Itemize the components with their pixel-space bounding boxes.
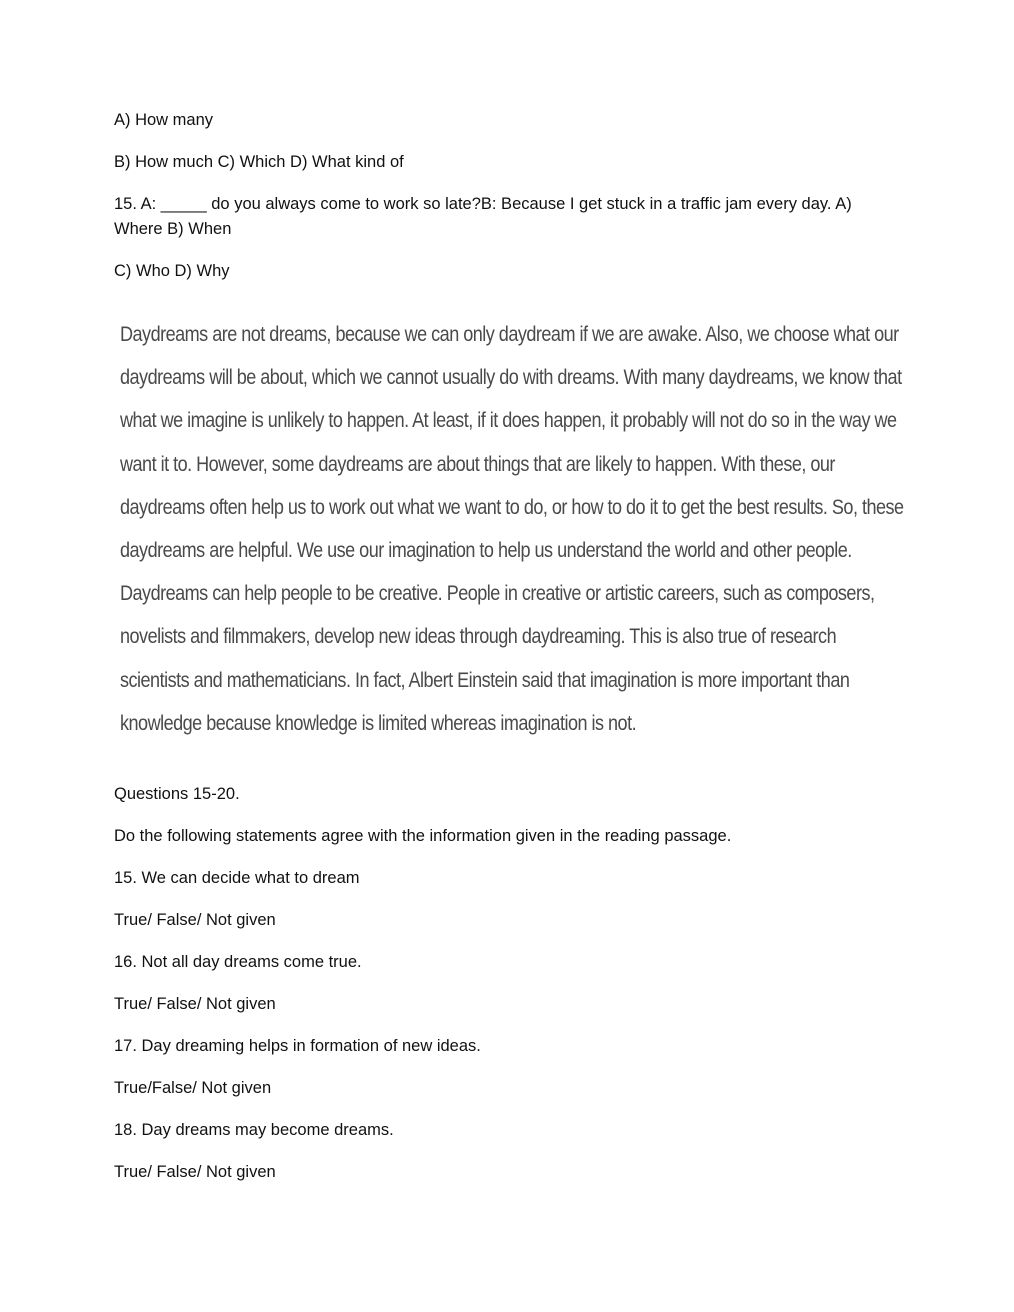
question-15-grammar-options-2: C) Who D) Why bbox=[114, 262, 230, 280]
question-choices: True/ False/ Not given bbox=[114, 995, 276, 1013]
question-statement: 16. Not all day dreams come true. bbox=[114, 953, 362, 971]
question-statement: 18. Day dreams may become dreams. bbox=[114, 1121, 394, 1139]
question-choices: True/ False/ Not given bbox=[114, 911, 276, 929]
questions-instruction: Do the following statements agree with the information given in the reading passage. bbox=[114, 827, 732, 845]
questions-heading: Questions 15-20. bbox=[114, 785, 240, 803]
question-15-grammar-options-1: Where B) When bbox=[114, 220, 232, 238]
question-15-grammar: 15. A: _____ do you always come to work so late?B: Because I get stuck in a traffic jam every day. A) bbox=[114, 195, 852, 213]
question-choices: True/False/ Not given bbox=[114, 1079, 272, 1097]
option-line-bcd: B) How much C) Which D) What kind of bbox=[114, 153, 404, 171]
question-statement: 17. Day dreaming helps in formation of new ideas. bbox=[114, 1037, 481, 1055]
reading-passage-image: Daydreams are not dreams, because we can only daydream if we are awake. Also, we choose what our daydreams will be about, which we cannot usually do with dreams. With many daydreams, we know that what we imagine is unlikely to happen. At least, if it does happen, it probably will not do so in the way we want it to. However, some daydreams are about things that are likely to happen. With these, our daydreams often help us to work out what we want to do, or how to do it to get the best results. So, these daydreams are helpful. We use our imagination to help us understand the world and other people. Daydreams can help people to be creative. People in creative or artistic careers, such as composers, novelists and filmmakers, develop new ideas through daydreaming. This is also true of research scientists and mathematicians. In fact, Albert Einstein said that imagination is more important than knowledge because knowledge is limited whereas imagination is not. bbox=[120, 323, 904, 735]
option-line-a: A) How many bbox=[114, 111, 214, 129]
question-choices: True/ False/ Not given bbox=[114, 1163, 276, 1181]
question-statement: 15. We can decide what to dream bbox=[114, 869, 360, 887]
